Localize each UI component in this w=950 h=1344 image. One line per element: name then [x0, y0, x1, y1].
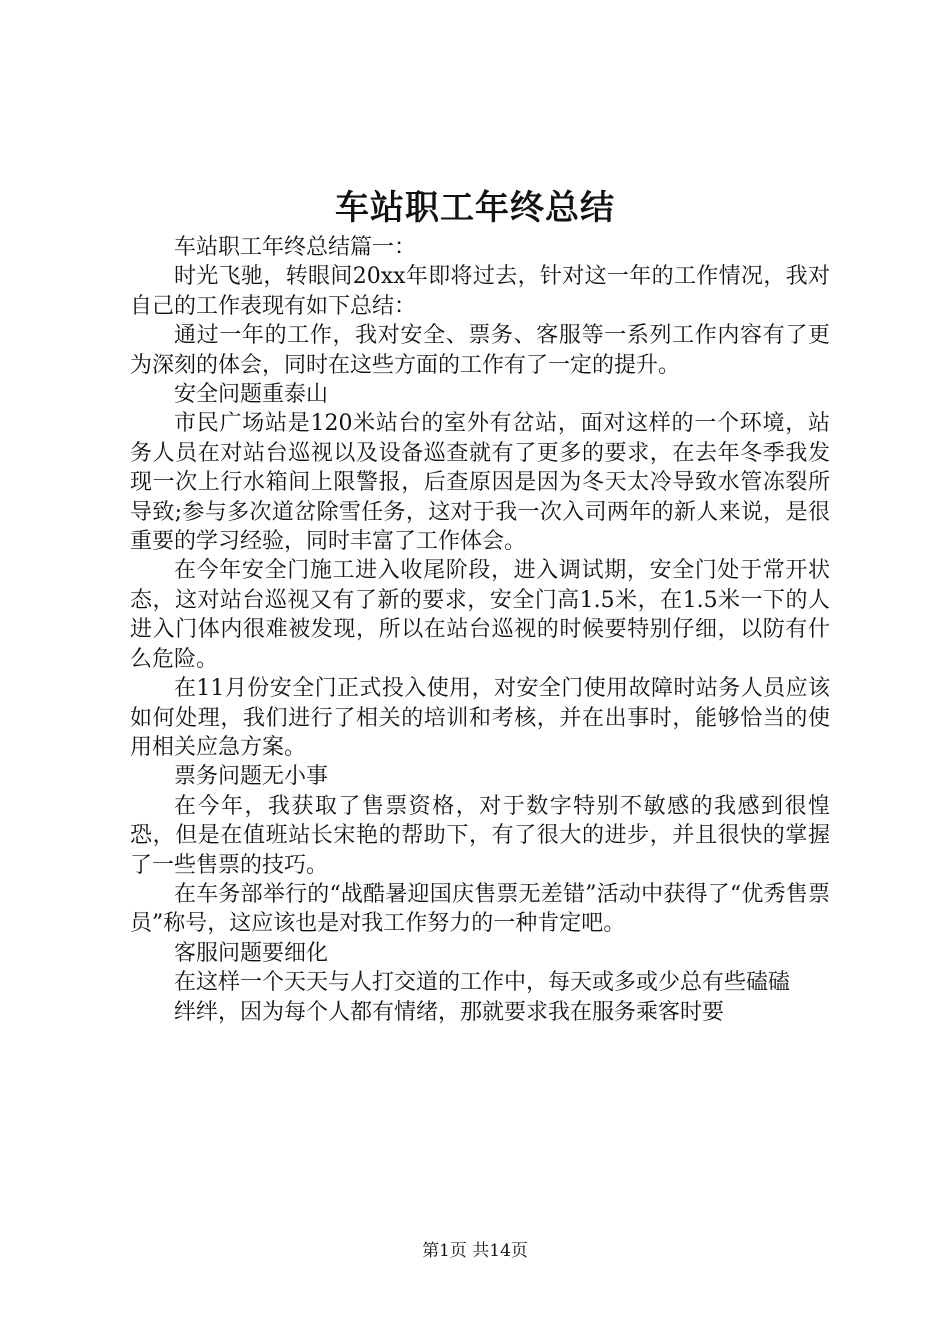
section-heading-ticketing: 票务问题无小事	[174, 764, 329, 790]
section-intro: 车站职工年终总结篇一：	[174, 235, 417, 260]
paragraph: 绊绊，因为每个人都有情绪，那就要求我在服务乘客时要	[174, 999, 725, 1025]
document-title: 车站职工年终总结	[335, 188, 615, 228]
section-heading-safety: 安全问题重泰山	[174, 382, 329, 408]
paragraph: 在今年，我获取了售票资格，对于数字特别不敏感的我感到很惶恐，但是在值班站长宋艳的帮助下，有了很大的进步，并且很快的掌握了一些售票的技巧。	[130, 793, 830, 878]
section-heading-service: 客服问题要细化	[174, 940, 329, 966]
paragraph: 在今年安全门施工进入收尾阶段，进入调试期，安全门处于常开状态，这对站台巡视又有了新的要求，安全门高1.5米，在1.5米一下的人进入门体内很难被发现，所以在站台巡视的时候要特别仔细，以防有什么危险。	[130, 558, 830, 672]
paragraph: 时光飞驰，转眼间20xx年即将过去，针对这一年的工作情况，我对自己的工作表现有如下总结：	[130, 264, 830, 319]
paragraph: 在11月份安全门正式投入使用，对安全门使用故障时站务人员应该如何处理，我们进行了相关的培训和考核，并在出事时，能够恰当的使用相关应急方案。	[130, 676, 830, 760]
paragraph: 通过一年的工作，我对安全、票务、客服等一系列工作内容有了更为深刻的体会，同时在这些方面的工作有了一定的提升。	[130, 323, 830, 378]
paragraph: 在车务部举行的“战酷暑迎国庆售票无差错”活动中获得了“优秀售票员”称号，这应该也是对我工作努力的一种肯定吧。	[130, 881, 830, 937]
paragraph: 在这样一个天天与人打交道的工作中，每天或多或少总有些磕磕	[174, 970, 791, 996]
document-body	[130, 233, 830, 1027]
page-footer: 第1页 共14页	[422, 1241, 528, 1261]
paragraph: 市民广场站是120米站台的室外有岔站，面对这样的一个环境，站务人员在对站台巡视以及设备巡查就有了更多的要求，在去年冬季我发现一次上行水箱间上限警报，后查原因是因为冬天太冷导致水管冻裂所导致;参与多次道岔除雪任务，这对于我一次入司两年的新人来说，是很重要的学习经验，同时丰富了工作体会。	[130, 411, 830, 555]
